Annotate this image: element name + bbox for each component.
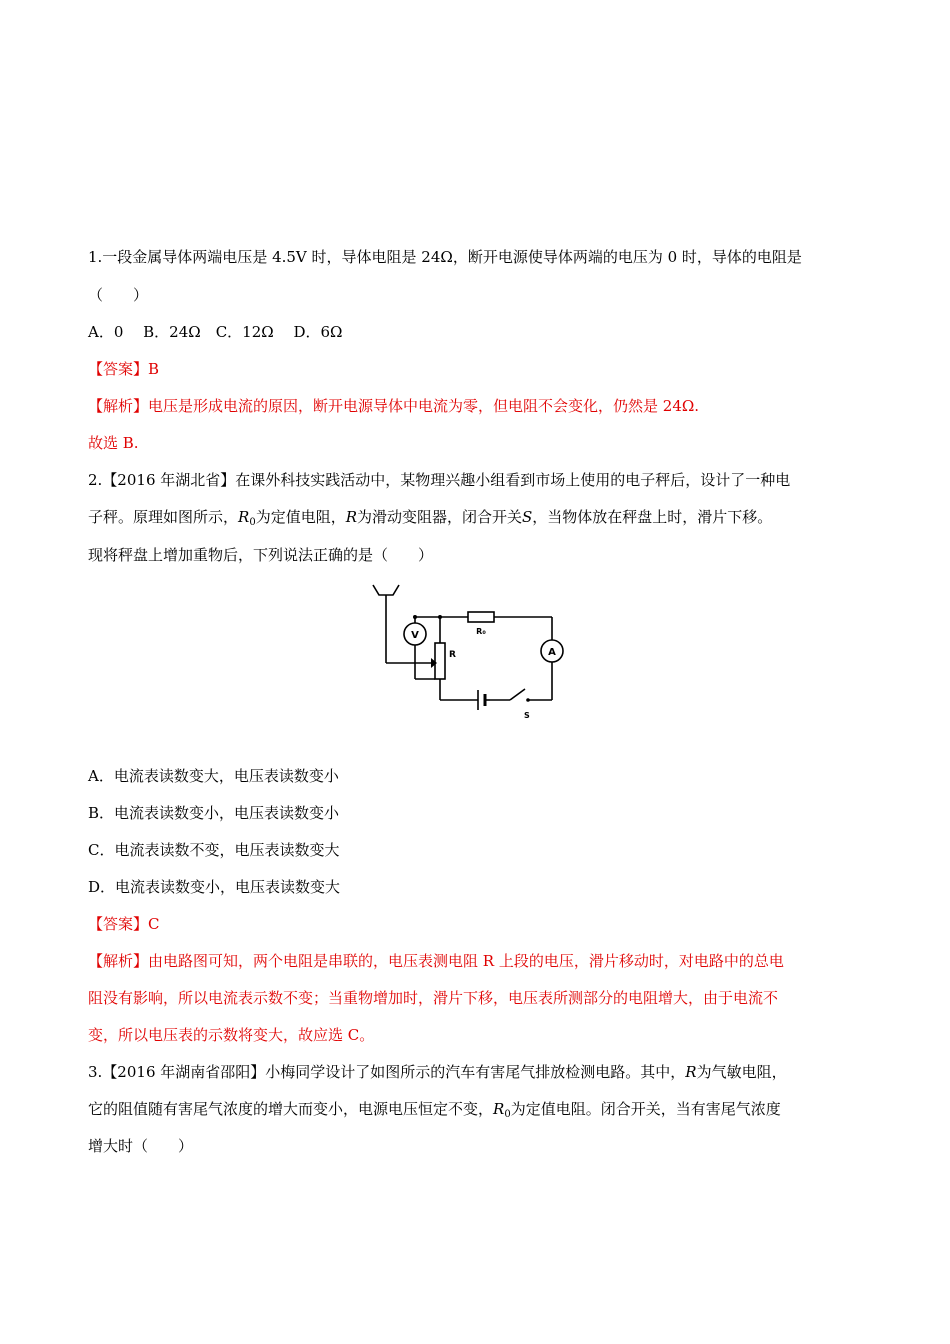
rheostat-r (435, 643, 445, 679)
voltmeter-label: V (411, 630, 419, 641)
q1-conclusion: 故选 B. (88, 434, 139, 452)
resistor-r0 (468, 612, 494, 622)
q3-stem-line2: 它的阻值随有害尾气浓度的增大而变小，电源电压恒定不变，$R_0$为定值电阻。闭合开关，当有害尾气浓度 (88, 1100, 781, 1120)
q2-stem-line2: 子秤。原理如图所示，$R_0$为定值电阻，R为滑动变阻器，闭合开关S，当物体放在秤盘上时，滑片下移。 (88, 508, 773, 528)
circuit-diagram (365, 577, 575, 725)
switch-s (510, 689, 525, 700)
q1-stem-line2: （ ） (88, 286, 149, 304)
q2-analysis-line3: 变，所以电压表的示数将变大，故应选 C。 (88, 1026, 375, 1044)
q2-option-a: A．电流表读数变大，电压表读数变小 (88, 767, 339, 785)
q1-options: A．0 B．24Ω C．12Ω D．6Ω (88, 323, 343, 341)
q2-option-d: D．电流表读数变小，电压表读数变大 (88, 878, 341, 896)
q1-stem-line1: 1.一段金属导体两端电压是 4.5V 时，导体电阻是 24Ω，断开电源使导体两端的电压为 0 时，导体的电阻是 (88, 248, 802, 266)
scale-pan (373, 585, 399, 595)
switch-label: S (524, 711, 530, 720)
q2-option-b: B．电流表读数变小，电压表读数变小 (88, 804, 340, 822)
r0-label: R₀ (476, 627, 486, 636)
q3-stem-line1: 3.【2016 年湖南省邵阳】小梅同学设计了如图所示的汽车有害尾气排放检测电路。其中，R为气敏电阻， (88, 1063, 787, 1081)
slider-arrow (431, 658, 437, 668)
q2-answer: 【答案】C (88, 915, 160, 933)
q2-stem-line1: 2.【2016 年湖北省】在课外科技实践活动中，某物理兴趣小组看到市场上使用的电子秤后，设计了一种电 (88, 471, 791, 489)
q3-stem-line3: 增大时（ ） (88, 1137, 194, 1155)
ammeter-label: A (548, 647, 556, 658)
q2-option-c: C．电流表读数不变，电压表读数变大 (88, 841, 340, 859)
q1-answer: 【答案】B (88, 360, 160, 378)
q2-analysis-line1: 【解析】由电路图可知，两个电阻是串联的，电压表测电阻 R 上段的电压，滑片移动时，对电路中的总电 (88, 952, 784, 970)
q2-stem-line3: 现将秤盘上增加重物后，下列说法正确的是（ ） (88, 546, 434, 564)
q2-analysis-line2: 阻没有影响，所以电流表示数不变；当重物增加时，滑片下移，电压表所测部分的电阻增大，由于电流不 (88, 989, 779, 1007)
rheostat-label: R (449, 650, 456, 660)
q1-analysis: 【解析】电压是形成电流的原因，断开电源导体中电流为零，但电阻不会变化，仍然是 24Ω. (88, 397, 700, 415)
